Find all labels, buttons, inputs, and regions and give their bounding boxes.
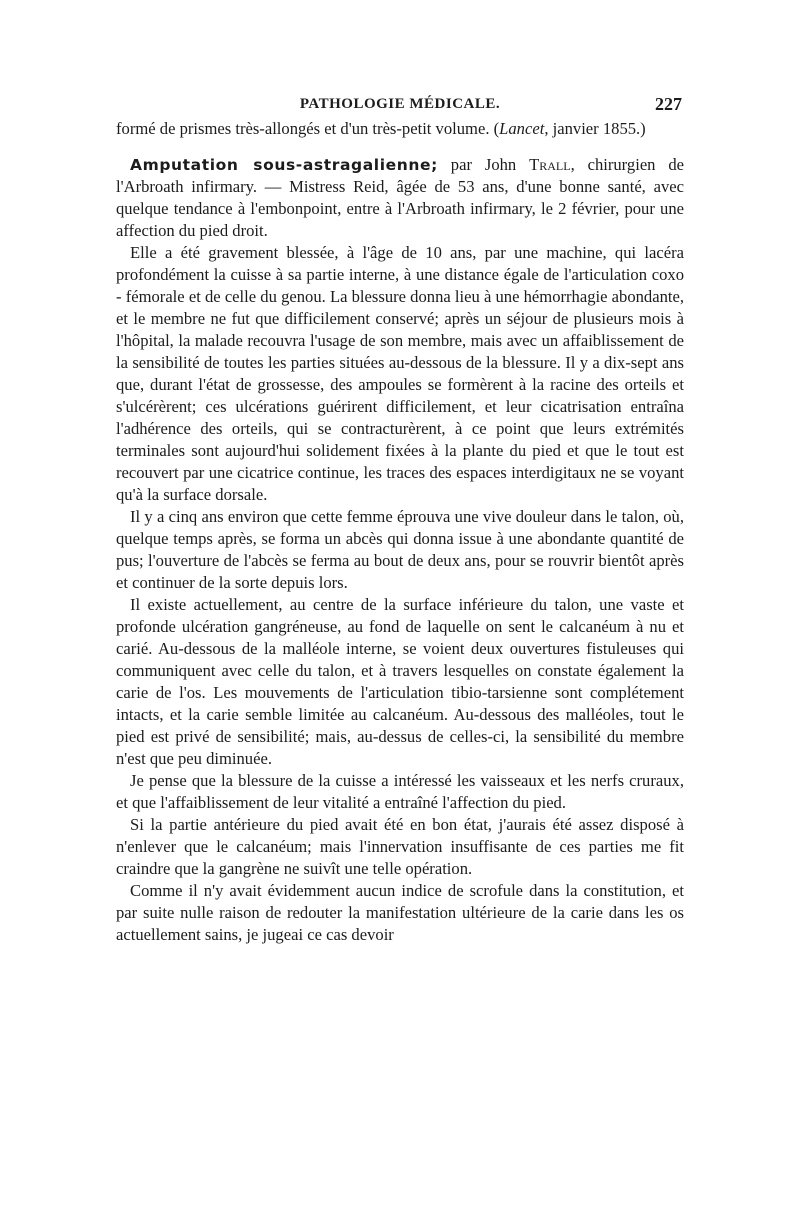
paragraph-article-intro — [116, 154, 684, 242]
paragraph-text: , janvier 1855.) — [544, 119, 646, 138]
book-page — [116, 92, 684, 946]
running-title: PATHOLOGIE MÉDICALE. — [299, 96, 501, 112]
author-name: Trall — [529, 155, 571, 174]
paragraph: Comme il n'y avait évidemment aucun indice de scrofule dans la constitution, et par suite nulle raison de redouter la manifestation ultérieure de la carie dans les os actuellement sains, je jugeai ce cas devoir — [116, 881, 684, 944]
paragraph: Il y a cinq ans environ que cette femme éprouva une vive douleur dans le talon, où, quelque temps après, se forma un abcès qui donna issue à une abondante quantité de pus; l'ouverture de l'abcès se ferma au bout de deux ans, pour se rouvrir bientôt après et continuer de la sorte depuis lors. — [116, 507, 684, 592]
page-number: 227 — [655, 94, 682, 114]
body-text — [116, 118, 684, 946]
paragraph-text: formé de prismes très-allongés et d'un très-petit volume. ( — [116, 119, 500, 138]
paragraph-text: par John — [437, 155, 530, 174]
paragraph: Si la partie antérieure du pied avait été en bon état, j'aurais été assez disposé à n'enlever que le calcanéum; mais l'innervation insuffisante de ces parties me fit craindre que la gangrène ne suivît une telle opération. — [116, 815, 684, 878]
paragraph: Je pense que la blessure de la cuisse a intéressé les vaisseaux et les nerfs cruraux, et que l'affaiblissement de leur vitalité a entraîné l'affection du pied. — [116, 771, 684, 812]
page-header — [116, 92, 684, 118]
article-title: Amputation sous-astragalienne; — [130, 156, 438, 174]
journal-name: Lancet — [499, 119, 545, 138]
paragraph: Elle a été gravement blessée, à l'âge de 10 ans, par une machine, qui lacéra profondément la cuisse à sa partie interne, à une distance égale de l'articulation coxo - fémorale et de celle du genou. La blessure donna lieu à une hémorrhagie abondante, et le membre ne fut que difficilement conservé; après un séjour de plusieurs mois à l'hôpital, la malade recouvra l'usage de son membre, mais avec un affaiblissement de la sensibilité de toutes les parties situées au-dessous de la blessure. Il y a dix-sept ans que, durant l'état de grossesse, des ampoules se formèrent à la racine des orteils et s'ulcérèrent; ces ulcérations guérirent difficilement, et leur cicatrisation entraîna l'adhérence des orteils, qui se contracturèrent, à ce point que leurs extrémités terminales sont aujourd'hui solidement fixées à la plante du pied et que le tout est recouvert par une cicatrice continue, les traces des espaces interdigitaux ne se voyant qu'à la surface dorsale. — [116, 243, 684, 504]
paragraph-continuation — [116, 118, 684, 140]
paragraph-text: , chirurgien de l'Arbroath infirmary. — Mistress Reid, âgée de 53 ans, d'une bonne santé, avec quelque tendance à l'embonpoint, entre à l'Arbroath infirmary, le 2 février, pour une affection du pied droit. — [116, 155, 685, 240]
paragraph: Il existe actuellement, au centre de la surface inférieure du talon, une vaste et profonde ulcération gangréneuse, au fond de laquelle on sent le calcanéum à nu et carié. Au-dessous de la malléole interne, se voient deux ouvertures fistuleuses qui communiquent avec celle du talon, et à travers lesquelles on constate également la carie de l'os. Les mouvements de l'articulation tibio-tarsienne sont complétement intacts, et la carie semble limitée au calcanéum. Au-dessous des malléoles, tout le pied est privé de sensibilité; mais, au-dessus de celles-ci, la sensibilité du membre n'est que peu diminuée. — [116, 595, 684, 768]
